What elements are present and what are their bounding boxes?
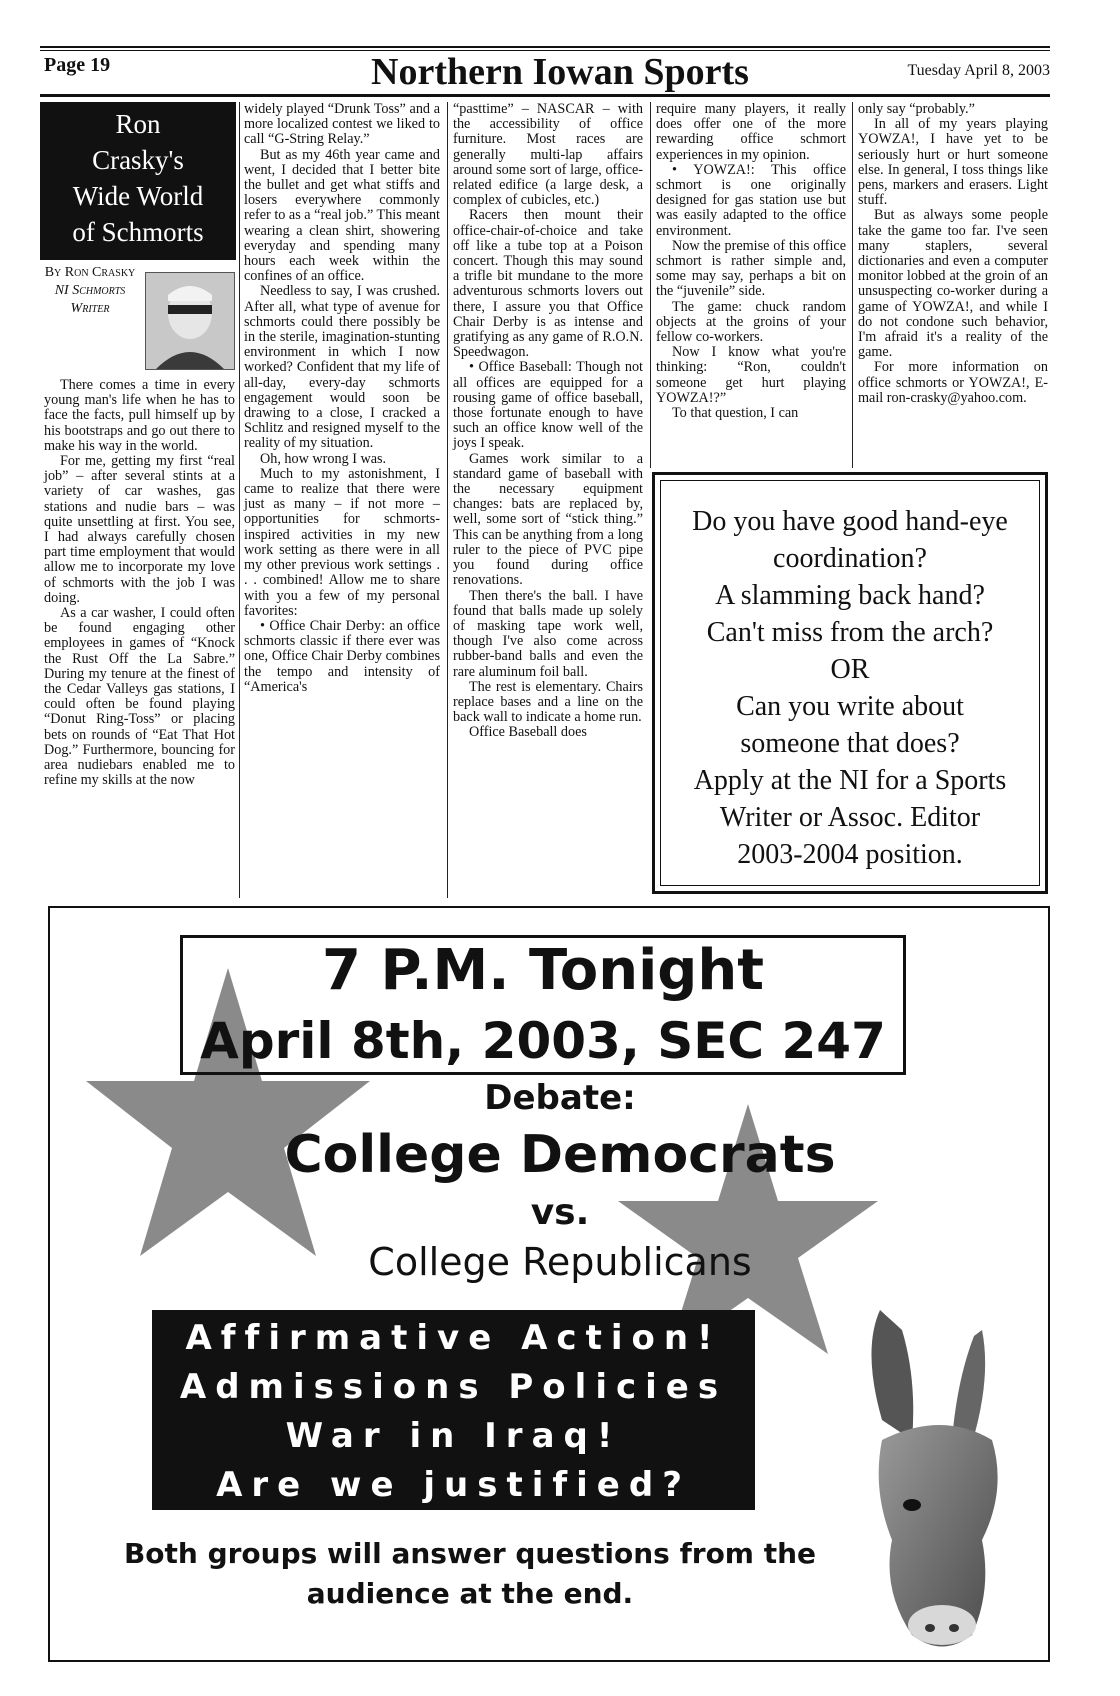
article-paragraph: Oh, how wrong I was. bbox=[260, 450, 387, 467]
column-title-line: of Schmorts bbox=[72, 217, 204, 247]
author-photo-graphic bbox=[146, 273, 234, 369]
debate-topic: Admissions Policies bbox=[179, 1367, 728, 1407]
byline-name: By Ron Crasky bbox=[44, 265, 136, 280]
author-photo bbox=[145, 272, 235, 370]
article-paragraph: require many players, it really does offer one of the more rewarding office schmort experiences in my opinion. bbox=[656, 101, 846, 163]
article-paragraph: But as always some people take the game too far. I've seen many staplers, several dictionaries and even a computer monitor lobbed at the groin of an unsuspecting co-worker during a game of YOWZA!, and while I do not condone such behavior, I'm afraid it's a reality of the game. bbox=[858, 207, 1048, 361]
article-paragraph: The rest is elementary. Chairs replace bases and a line on the back wall to indicate a home run. bbox=[453, 678, 643, 726]
debate-footer bbox=[90, 1534, 850, 1614]
article-paragraph: • Office Baseball: Though not all offices are equipped for a rousing game of office baseball, those fortunate enough to have such an office know well of the joys I speak. bbox=[453, 359, 643, 452]
article-column-2 bbox=[244, 102, 440, 695]
donkey-ear-left bbox=[871, 1310, 913, 1440]
donkey-muzzle bbox=[908, 1605, 976, 1645]
byline bbox=[40, 264, 140, 318]
masthead-bottom-rule bbox=[40, 94, 1050, 97]
ad-line: 2003-2004 position. bbox=[737, 839, 963, 870]
debate-topics-box bbox=[152, 1310, 755, 1510]
issue-date: Tuesday April 8, 2003 bbox=[907, 62, 1050, 79]
debate-time: 7 P.M. Tonight bbox=[321, 938, 764, 1003]
column-title-line: Ron bbox=[115, 109, 161, 139]
article-paragraph: For me, getting my first “real job” – after several stints at a variety of car washes, gas stations and nudie bars – was quite unsettling at first. You see, I had always carefully chosen part time employment that would allow me to incorporate my love of schmorts with the job I was doing. bbox=[44, 453, 235, 606]
column-title-block bbox=[40, 102, 236, 260]
ad-line: Do you have good hand-eye bbox=[692, 506, 1008, 537]
article-paragraph: For more information on office schmorts or YOWZA!, E-mail ron-crasky@yahoo.com. bbox=[858, 359, 1048, 406]
article-column-3 bbox=[453, 102, 643, 741]
article-paragraph: Needless to say, I was crushed. After all, what type of avenue for schmorts could there possibly be in the sterile, imagination-stunting environment in which I now worked? Confident that my life of all-day, every-day schmorts engagement would soon be drawing to a close, I cracked a Schlitz and resigned myself to the reality of my situation. bbox=[244, 283, 440, 452]
column-divider bbox=[447, 102, 448, 898]
debate-footer-line: Both groups will answer questions from the bbox=[123, 1537, 817, 1570]
debate-topic: War in Iraq! bbox=[285, 1416, 622, 1456]
article-paragraph: Now the premise of this office schmort is rather simple and, some may say, perhaps a bit on the “juvenile” side. bbox=[656, 237, 846, 300]
page-number: Page 19 bbox=[44, 54, 111, 76]
column-title-line: Crasky's bbox=[92, 145, 184, 175]
debate-topic: Are we justified? bbox=[216, 1465, 691, 1505]
donkey-eye bbox=[903, 1499, 921, 1511]
recruitment-ad-text bbox=[661, 503, 1039, 873]
ad-line: coordination? bbox=[773, 543, 927, 574]
article-paragraph: In all of my years playing YOWZA!, I have yet to be seriously hurt or hurt someone else. In general, I toss things like pens, markers and erasers. Light stuff. bbox=[858, 116, 1048, 209]
article-column-4 bbox=[656, 102, 846, 421]
article-paragraph: • YOWZA!: This office schmort is one originally designed for gas station use but was easily adapted to the office environment. bbox=[656, 161, 846, 239]
article-paragraph: Now I know what you're thinking: “Ron, couldn't someone get hurt playing YOWZA!?” bbox=[656, 344, 846, 406]
debate-vs: vs. bbox=[530, 1192, 590, 1233]
ad-line: Apply at the NI for a Sports bbox=[693, 765, 1007, 796]
ad-line: Can you write about bbox=[736, 691, 964, 722]
masthead-rule bbox=[40, 46, 1050, 48]
donkey-photo bbox=[842, 1290, 1042, 1660]
byline-role: NI Schmorts Writer bbox=[54, 283, 126, 316]
article-paragraph: Racers then mount their office-chair-of-choice and take off like a tube top at a Poison concert. Though this may sound a trifle bit mundane to the more adventurous schmorts lovers out there, I assure you that Office Chair Derby is as intense and gratifying as any game of R.O.N. Speedwagon. bbox=[453, 207, 643, 361]
debate-topic: Affirmative Action! bbox=[185, 1318, 722, 1358]
article-paragraph: As a car washer, I could often be found engaging other employees in games of “Knock the Rust Off the La Sabre.” During my tenure at the finest of the Cedar Valleys gas stations, I could often be found playing “Donut Ring-Toss” or placing bets on rounds of “Eat That Hot Dog.” Furthermore, bouncing for area nudiebars enabled me to refine my skills at the now bbox=[44, 605, 235, 789]
article-paragraph: widely played “Drunk Toss” and a more localized contest we liked to call “G-String Relay.” bbox=[244, 101, 440, 148]
article-paragraph: But as my 46th year came and went, I decided that I better bite the bullet and get what stiffs and losers everywhere commonly refer to as a “real job.” This meant wearing a clean shirt, showering everyday and spending many hours each week within the confines of an office. bbox=[244, 146, 440, 285]
column-title-line: Wide World bbox=[72, 181, 204, 211]
debate-team-1: College Democrats bbox=[284, 1125, 836, 1185]
ad-line: Writer or Assoc. Editor bbox=[719, 802, 981, 833]
article-paragraph: To that question, I can bbox=[672, 405, 799, 422]
recruitment-ad bbox=[652, 472, 1048, 894]
article-paragraph: Then there's the ball. I have found that balls made up solely of masking tape work well, though I've also come across rubber-band balls and even the rare aluminum foil ball. bbox=[453, 587, 643, 680]
ad-line: Can't miss from the arch? bbox=[706, 617, 994, 648]
article-paragraph: only say “probably.” bbox=[858, 101, 975, 117]
ad-line: A slamming back hand? bbox=[715, 580, 985, 611]
debate-footer-line: audience at the end. bbox=[306, 1577, 634, 1610]
article-paragraph: There comes a time in every young man's life when he has to face the facts, pull himself up by his bootstraps and go out there to make his way in the world. bbox=[44, 377, 235, 454]
recruitment-ad-inner-border bbox=[660, 480, 1040, 886]
debate-label: Debate: bbox=[484, 1078, 636, 1118]
article-column-5 bbox=[858, 102, 1048, 406]
article-paragraph: The game: chuck random objects at the groins of your fellow co-workers. bbox=[656, 298, 846, 346]
column-divider bbox=[852, 102, 853, 468]
ad-line: someone that does? bbox=[740, 728, 960, 759]
column-divider bbox=[650, 102, 651, 468]
newspaper-title: Northern Iowan Sports bbox=[371, 51, 749, 93]
column-divider bbox=[239, 102, 240, 898]
article-paragraph: “pasttime” – NASCAR – with the accessibility of office furniture. Most races are generally multi-lap affairs around some sort of large, office-related edifice (a large desk, a complex of cubicles, etc.) bbox=[453, 101, 643, 209]
article-paragraph: • Office Chair Derby: an office schmorts classic if there ever was one, Office Chair Derby combines the tempo and intensity of “America's bbox=[244, 617, 440, 695]
debate-date-location: April 8th, 2003, SEC 247 bbox=[200, 1012, 886, 1070]
article-paragraph: Much to my astonishment, I came to realize that there were just as many – if not more – opportunities for schmorts-inspired activities in my new work setting as there were in all my other previous work settings . . . combined! Allow me to share with you a few of my personal favorites: bbox=[244, 465, 440, 619]
article-paragraph: Games work similar to a standard game of baseball with the necessary equipment changes: bats are replaced by, well, some sort of “stick thing.” This can be anything from a long ruler to the piece of PVC pipe you found during office renovations. bbox=[453, 450, 643, 589]
ad-line: OR bbox=[830, 654, 870, 685]
article-column-1 bbox=[44, 378, 235, 788]
article-paragraph: Office Baseball does bbox=[469, 724, 587, 741]
debate-team-2: College Republicans bbox=[368, 1240, 752, 1284]
